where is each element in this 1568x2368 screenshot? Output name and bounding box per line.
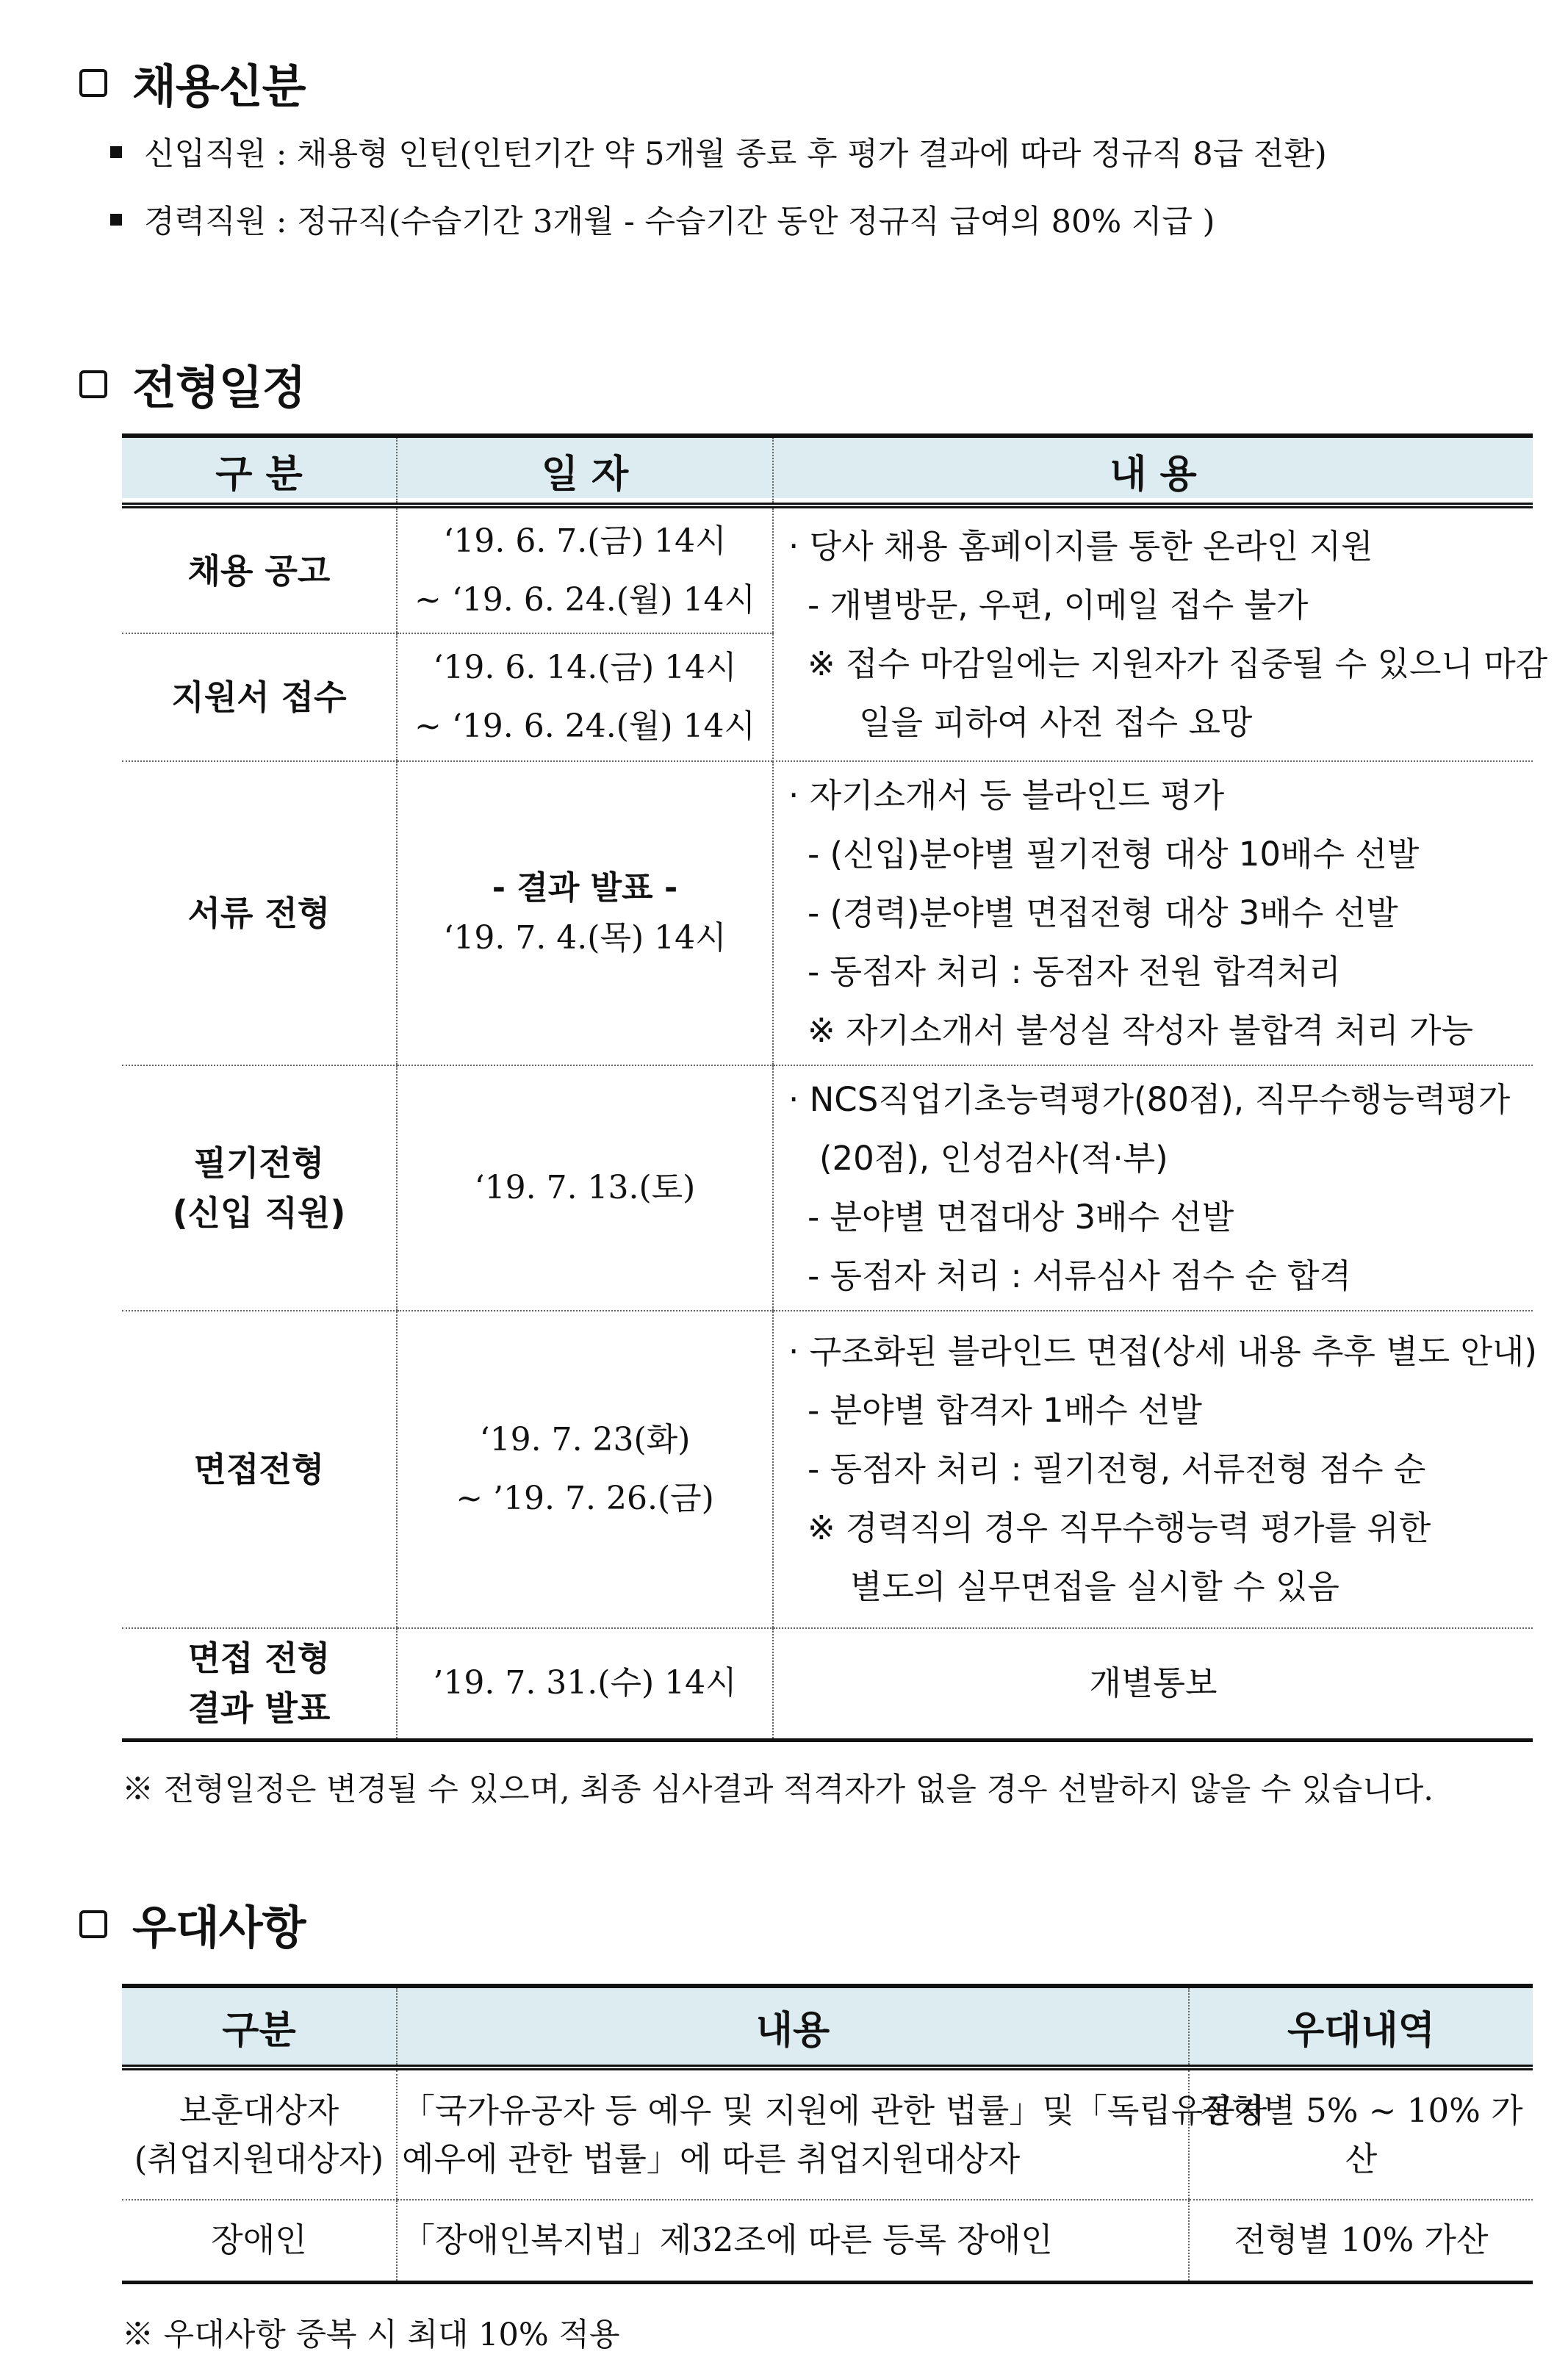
header-category: 구분 (122, 1986, 397, 2067)
row-label: 필기전형 (신입 직원) (122, 1065, 397, 1311)
schedule-note: ※ 전형일정은 변경될 수 있으며, 최종 심사결과 적격자가 없을 경우 선발하지 않을 수 있습니다. (122, 1771, 1434, 1808)
table-header-row (122, 1986, 1533, 2067)
row-label: 장애인 (122, 2200, 397, 2282)
schedule-table (122, 433, 1548, 1742)
table-header-row (122, 436, 1533, 505)
row-label: 지원서 접수 (122, 633, 397, 761)
header-date: 일 자 (397, 436, 773, 505)
row-label: 서류 전형 (122, 761, 397, 1065)
table-row (122, 1065, 1533, 1311)
table-row (122, 2200, 1533, 2282)
row-benefit: 전형별 5% ~ 10% 가산 (1189, 2067, 1533, 2200)
table-row (122, 505, 1533, 633)
row-date: - 결과 발표 - ‘19. 7. 4.(목) 14시 (397, 761, 773, 1065)
row-benefit: 전형별 10% 가산 (1189, 2200, 1533, 2282)
row-date: ‘19. 7. 23(화) ~ ’19. 7. 26.(금) (397, 1311, 773, 1628)
table-row (122, 761, 1533, 1065)
header-benefit: 우대내역 (1189, 1986, 1533, 2067)
checkbox-icon (79, 69, 107, 97)
row-content: · 당사 채용 홈페이지를 통한 온라인 지원 - 개별방문, 우편, 이메일 접수 불가 ※ 접수 마감일에는 지원자가 집중될 수 있으니 마감 일을 피하여 사전 접수 요망 (773, 505, 1533, 761)
row-content: 「국가유공자 등 예우 및 지원에 관한 법률」및「독립유공자 예우에 관한 법률」에 따른 취업지원대상자 (397, 2067, 1189, 2200)
row-date: ‘19. 6. 14.(금) 14시 ~ ‘19. 6. 24.(월) 14시 (397, 633, 773, 761)
row-label: 면접전형 (122, 1311, 397, 1628)
row-date: ’19. 7. 31.(수) 14시 (397, 1628, 773, 1740)
preference-note: ※ 우대사항 중복 시 최대 10% 적용 (122, 2317, 620, 2353)
row-label: 보훈대상자 (취업지원대상자) (122, 2067, 397, 2200)
header-category: 구 분 (122, 436, 397, 505)
row-content: · 자기소개서 등 블라인드 평가 - (신입)분야별 필기전형 대상 10배수 선발 - (경력)분야별 면접전형 대상 3배수 선발 - 동점자 처리 : 동점자 전원 합격처리 ※ 자기소개서 불성실 작성자 불합격 처리 가능 (773, 761, 1533, 1065)
table-row (122, 1628, 1533, 1740)
section-title-preference: 우대사항 (79, 1891, 306, 1957)
row-label: 면접 전형 결과 발표 (122, 1628, 397, 1740)
bullet-experienced: 경력직원 : 정규직(수습기간 3개월 - 수습기간 동안 정규직 급여의 80% 지급 ) (110, 197, 1215, 242)
section-title-employment-status: 채용신분 (79, 50, 306, 115)
row-content: · NCS직업기초능력평가(80점), 직무수행능력평가 (20점), 인성검사(적·부) - 분야별 면접대상 3배수 선발 - 동점자 처리 : 서류심사 점수 순 합격 (773, 1065, 1533, 1311)
checkbox-icon (79, 1910, 107, 1938)
section-title-schedule: 전형일정 (79, 351, 306, 417)
bullet-new-hire: 신입직원 : 채용형 인턴(인턴기간 약 5개월 종료 후 평가 결과에 따라 정규직 8급 전환) (110, 129, 1327, 174)
square-bullet-icon (110, 146, 122, 158)
square-bullet-icon (110, 214, 122, 226)
checkbox-icon (79, 370, 107, 398)
row-content: 「장애인복지법」제32조에 따른 등록 장애인 (397, 2200, 1189, 2282)
header-content: 내 용 (773, 436, 1533, 505)
preference-table (122, 1984, 1533, 2284)
header-content: 내용 (397, 1986, 1189, 2067)
row-date: ‘19. 6. 7.(금) 14시 ~ ‘19. 6. 24.(월) 14시 (397, 505, 773, 633)
row-content: · 구조화된 블라인드 면접(상세 내용 추후 별도 안내) - 분야별 합격자 1배수 선발 - 동점자 처리 : 필기전형, 서류전형 점수 순 ※ 경력직의 경우 직무수행능력 평가를 위한 별도의 실무면접을 실시할 수 있음 (773, 1311, 1533, 1628)
row-content: 개별통보 (773, 1628, 1533, 1740)
row-label: 채용 공고 (122, 505, 397, 633)
table-row (122, 1311, 1533, 1628)
row-date: ‘19. 7. 13.(토) (397, 1065, 773, 1311)
table-row (122, 2067, 1533, 2200)
